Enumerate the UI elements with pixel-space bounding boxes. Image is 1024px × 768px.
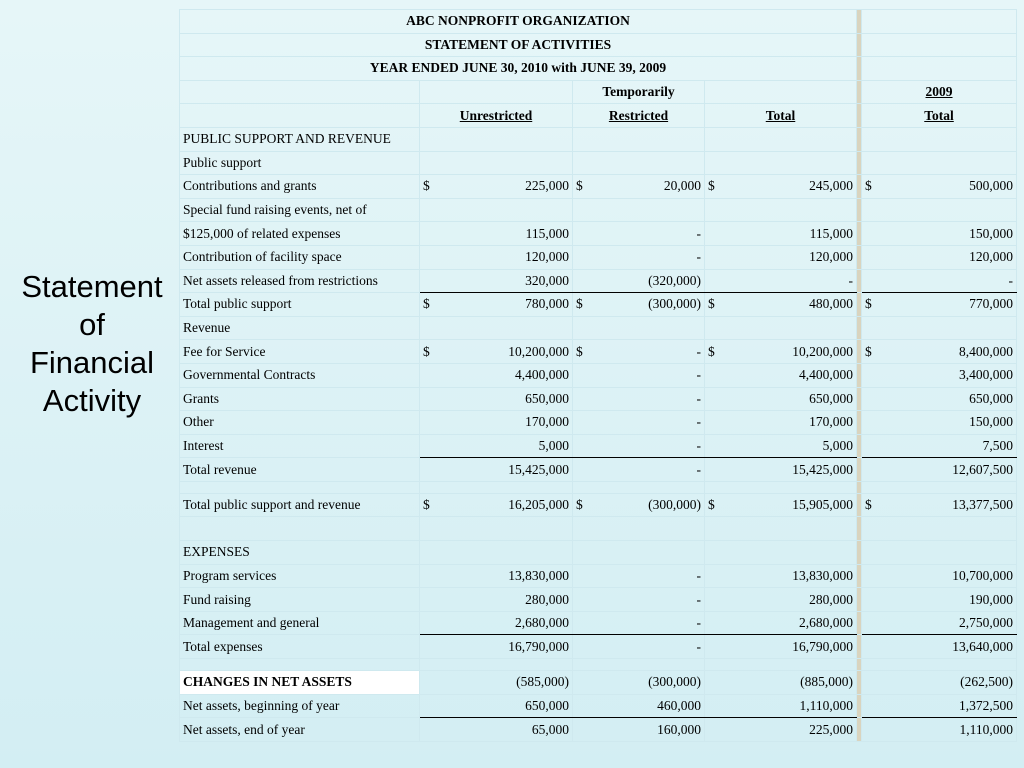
cell-restricted: - — [573, 222, 705, 246]
currency-symbol: $ — [576, 178, 583, 194]
row-label: Fee for Service — [180, 340, 420, 364]
cell-total: 650,000 — [705, 387, 857, 411]
cell-2009: 13,640,000 — [862, 635, 1017, 659]
cell-unrestricted: 650,000 — [420, 387, 573, 411]
row-label: Interest — [180, 434, 420, 458]
row-label: Grants — [180, 387, 420, 411]
subtotal-row — [180, 458, 1017, 482]
side-title-line: Activity — [42, 383, 142, 418]
table-row — [180, 387, 1017, 411]
cell-total: 120,000 — [705, 245, 857, 269]
cell-unrestricted: 16,205,000 — [508, 497, 569, 513]
cell-2009: 8,400,000 — [959, 343, 1014, 359]
cell-total: 480,000 — [809, 296, 854, 312]
cell-total: 225,000 — [705, 718, 857, 742]
row-label: Total revenue — [180, 458, 420, 482]
cell-unrestricted: 170,000 — [420, 411, 573, 435]
cell-2009: 150,000 — [862, 411, 1017, 435]
currency-symbol: $ — [423, 343, 430, 359]
section-row — [180, 541, 1017, 565]
col-unrestricted: Unrestricted — [459, 107, 533, 123]
row-label: Net assets released from restrictions — [180, 269, 420, 293]
cell-restricted: - — [573, 611, 705, 635]
cell-restricted: - — [573, 434, 705, 458]
cell-unrestricted: 10,200,000 — [508, 343, 569, 359]
row-label: Net assets, beginning of year — [180, 694, 420, 718]
currency-symbol: $ — [423, 296, 430, 312]
row-label: Other — [180, 411, 420, 435]
cell-total: 1,110,000 — [705, 694, 857, 718]
cell-restricted: (300,000) — [648, 296, 701, 312]
row-label: Contributions and grants — [180, 175, 420, 199]
cell-2009: (262,500) — [862, 671, 1017, 695]
col-2009: 2009 — [925, 84, 953, 100]
cell-total: 280,000 — [705, 588, 857, 612]
section-label: EXPENSES — [180, 541, 420, 565]
currency-symbol: $ — [576, 497, 583, 513]
currency-symbol: $ — [865, 497, 872, 513]
subtotal-row — [180, 635, 1017, 659]
statement-of-activities-table — [179, 9, 1017, 742]
section-label: Public support — [180, 151, 420, 175]
cell-2009: 770,000 — [969, 296, 1014, 312]
cell-unrestricted: 16,790,000 — [420, 635, 573, 659]
section-row — [180, 316, 1017, 340]
cell-total: 15,905,000 — [792, 497, 854, 513]
currency-symbol: $ — [708, 296, 715, 312]
cell-total: (885,000) — [705, 671, 857, 695]
cell-restricted: (320,000) — [573, 269, 705, 293]
cell-unrestricted: 15,425,000 — [420, 458, 573, 482]
cell-restricted: - — [573, 635, 705, 659]
cell-total: 170,000 — [705, 411, 857, 435]
cell-2009: 650,000 — [862, 387, 1017, 411]
cell-2009: 2,750,000 — [862, 611, 1017, 635]
cell-2009: 150,000 — [862, 222, 1017, 246]
cell-restricted: (300,000) — [573, 671, 705, 695]
cell-unrestricted: 13,830,000 — [420, 564, 573, 588]
cell-2009: - — [862, 269, 1017, 293]
cell-2009: 13,377,500 — [952, 497, 1014, 513]
cell-restricted: - — [573, 363, 705, 387]
side-title-line: Statement — [21, 269, 163, 304]
table-row — [180, 222, 1017, 246]
slide-side-title — [6, 268, 178, 420]
cell-2009: 12,607,500 — [862, 458, 1017, 482]
cell-total: 245,000 — [809, 178, 854, 194]
row-label: Management and general — [180, 611, 420, 635]
period-title: YEAR ENDED JUNE 30, 2010 with JUNE 39, 2009 — [180, 57, 857, 81]
row-label: Fund raising — [180, 588, 420, 612]
cell-2009: 3,400,000 — [862, 363, 1017, 387]
table-row — [180, 340, 1017, 364]
cell-restricted: - — [573, 387, 705, 411]
cell-restricted: - — [573, 458, 705, 482]
row-label: Program services — [180, 564, 420, 588]
table-row — [180, 434, 1017, 458]
cell-total: 13,830,000 — [705, 564, 857, 588]
table-row — [180, 363, 1017, 387]
cell-2009: 1,110,000 — [862, 718, 1017, 742]
cell-total: 115,000 — [705, 222, 857, 246]
row-label: Total public support and revenue — [180, 493, 420, 517]
column-header-row — [180, 104, 1017, 128]
table-row — [180, 611, 1017, 635]
header-row — [180, 33, 1017, 57]
statement-title: STATEMENT OF ACTIVITIES — [180, 33, 857, 57]
org-name: ABC NONPROFIT ORGANIZATION — [180, 10, 857, 34]
currency-symbol: $ — [865, 343, 872, 359]
cell-unrestricted: 225,000 — [525, 178, 569, 194]
cell-unrestricted: (585,000) — [420, 671, 573, 695]
section-row — [180, 127, 1017, 151]
cell-unrestricted: 320,000 — [420, 269, 573, 293]
subtotal-row — [180, 293, 1017, 317]
cell-restricted: 460,000 — [573, 694, 705, 718]
cell-restricted: 20,000 — [663, 178, 701, 194]
currency-symbol: $ — [423, 497, 430, 513]
cell-2009: 500,000 — [969, 178, 1014, 194]
cell-unrestricted: 780,000 — [525, 296, 569, 312]
total-row — [180, 718, 1017, 742]
cell-restricted: - — [573, 564, 705, 588]
cell-2009: 1,372,500 — [862, 694, 1017, 718]
cell-2009: 10,700,000 — [862, 564, 1017, 588]
row-label: Total expenses — [180, 635, 420, 659]
currency-symbol: $ — [576, 343, 583, 359]
section-label: PUBLIC SUPPORT AND REVENUE — [180, 127, 420, 151]
currency-symbol: $ — [576, 296, 583, 312]
col-total-2009: Total — [924, 107, 954, 123]
cell-unrestricted: 65,000 — [420, 718, 573, 742]
header-row — [180, 57, 1017, 81]
row-label: Total public support — [180, 293, 420, 317]
col-restricted: Restricted — [608, 107, 669, 123]
column-header-row — [180, 80, 1017, 104]
cell-unrestricted: 280,000 — [420, 588, 573, 612]
cell-restricted: - — [573, 245, 705, 269]
currency-symbol: $ — [708, 178, 715, 194]
table-row — [180, 411, 1017, 435]
table-row — [180, 269, 1017, 293]
table-row — [180, 694, 1017, 718]
cell-unrestricted: 5,000 — [420, 434, 573, 458]
header-row — [180, 10, 1017, 34]
cell-total: 4,400,000 — [705, 363, 857, 387]
cell-total: 16,790,000 — [705, 635, 857, 659]
table-row — [180, 245, 1017, 269]
cell-2009: 190,000 — [862, 588, 1017, 612]
cell-unrestricted: 120,000 — [420, 245, 573, 269]
section-label: Revenue — [180, 316, 420, 340]
cell-unrestricted: 115,000 — [420, 222, 573, 246]
currency-symbol: $ — [865, 178, 872, 194]
cell-total: 2,680,000 — [705, 611, 857, 635]
currency-symbol: $ — [865, 296, 872, 312]
cell-unrestricted: 2,680,000 — [420, 611, 573, 635]
row-label: Contribution of facility space — [180, 245, 420, 269]
currency-symbol: $ — [423, 178, 430, 194]
cell-restricted: - — [573, 588, 705, 612]
currency-symbol: $ — [708, 497, 715, 513]
row-label: Net assets, end of year — [180, 718, 420, 742]
cell-restricted: (300,000) — [648, 497, 701, 513]
row-label: Governmental Contracts — [180, 363, 420, 387]
table-row — [180, 175, 1017, 199]
cell-unrestricted: 650,000 — [420, 694, 573, 718]
side-title-line: Financial — [29, 345, 155, 380]
side-title-line: of — [79, 307, 105, 342]
table-row — [180, 198, 1017, 222]
table-row — [180, 588, 1017, 612]
row-label: CHANGES IN NET ASSETS — [180, 671, 420, 695]
cell-2009: 120,000 — [862, 245, 1017, 269]
cell-total: 5,000 — [705, 434, 857, 458]
currency-symbol: $ — [708, 343, 715, 359]
total-row — [180, 671, 1017, 695]
cell-total: 10,200,000 — [792, 343, 854, 359]
table-row — [180, 564, 1017, 588]
row-label: $125,000 of related expenses — [180, 222, 420, 246]
cell-restricted: 160,000 — [573, 718, 705, 742]
cell-restricted: - — [696, 343, 701, 359]
cell-restricted: - — [573, 411, 705, 435]
total-row — [180, 493, 1017, 517]
cell-unrestricted: 4,400,000 — [420, 363, 573, 387]
cell-2009: 7,500 — [862, 434, 1017, 458]
col-total: Total — [765, 107, 796, 123]
cell-total: 15,425,000 — [705, 458, 857, 482]
row-label: Special fund raising events, net of — [180, 198, 420, 222]
col-temporarily: Temporarily — [573, 80, 705, 104]
cell-total: - — [705, 269, 857, 293]
section-row — [180, 151, 1017, 175]
